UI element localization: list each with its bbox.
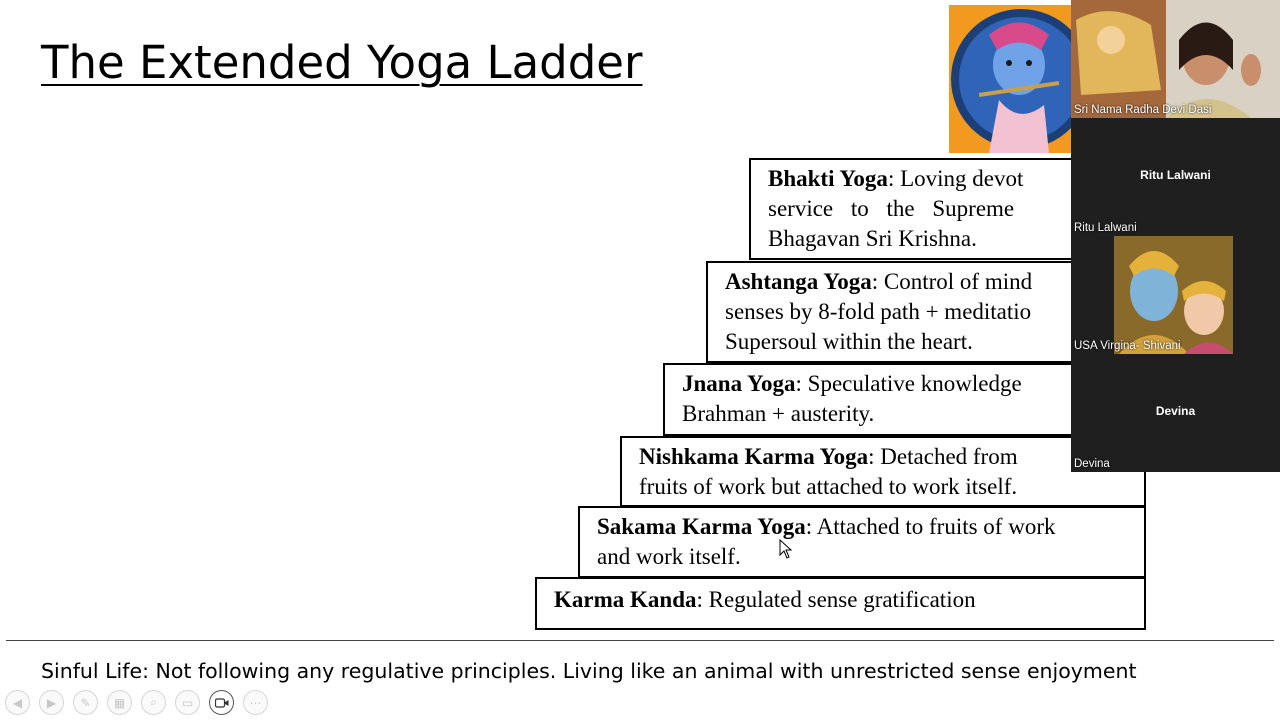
presentation-toolbar	[5, 690, 268, 714]
pen-icon[interactable]: ✎	[73, 690, 98, 715]
step-name: Sakama Karma Yoga	[597, 514, 806, 539]
step-text: Brahman + austerity.	[682, 401, 875, 426]
participant-video-panel	[1071, 0, 1280, 472]
step-text: : Regulated sense gratification	[696, 587, 976, 612]
participant-tile[interactable]	[1071, 118, 1280, 236]
slide-title: The Extended Yoga Ladder	[41, 36, 643, 89]
participant-name-label: Ritu Lalwani	[1074, 222, 1137, 234]
step-text: service to the Supreme	[768, 196, 1015, 221]
ladder-step-bhakti-yoga	[749, 158, 1089, 260]
step-text: and work itself.	[597, 544, 741, 569]
participant-tile[interactable]	[1071, 0, 1280, 118]
mouse-cursor-icon	[779, 539, 793, 559]
ladder-step-sakama-karma-yoga	[578, 506, 1146, 578]
divider-line	[6, 640, 1274, 641]
step-name: Nishkama Karma Yoga	[639, 444, 869, 469]
participant-tile[interactable]	[1071, 354, 1280, 472]
participant-name-label: USA Virgina- Shivani	[1074, 340, 1181, 352]
step-text: Supersoul within the heart.	[725, 329, 973, 354]
participant-name-label: Devina	[1074, 458, 1110, 470]
next-slide-icon[interactable]: ▶	[39, 690, 64, 715]
step-text: : Detached from	[868, 444, 1018, 469]
step-text: : Loving devot	[887, 166, 1024, 191]
step-text: : Speculative knowledge	[795, 371, 1022, 396]
step-name: Karma Kanda	[554, 587, 697, 612]
step-name: Jnana Yoga	[682, 371, 796, 396]
footer-text: Sinful Life: Not following any regulative principles. Living like an animal with unrestricted sense enjoyment	[41, 659, 1137, 683]
prev-slide-icon[interactable]: ◀	[5, 690, 30, 715]
step-name: Ashtanga Yoga	[725, 269, 872, 294]
participant-center-name: Devina	[1155, 404, 1196, 418]
step-text: fruits of work but attached to work itself.	[639, 474, 1018, 499]
ladder-step-karma-kanda	[535, 577, 1146, 630]
zoom-icon[interactable]: ⌕	[141, 690, 166, 715]
camera-icon[interactable]	[209, 690, 234, 715]
slides-icon[interactable]: ▦	[107, 690, 132, 715]
participant-center-name: Ritu Lalwani	[1140, 168, 1211, 182]
step-text: senses by 8-fold path + meditatio	[725, 299, 1032, 324]
ladder-step-nishkama-karma-yoga	[620, 436, 1146, 507]
participant-tile[interactable]	[1071, 236, 1280, 354]
more-icon[interactable]: ⋯	[243, 690, 268, 715]
participant-name-label: Sri Nama Radha Devi Dasi	[1074, 104, 1212, 116]
krishna-image	[949, 5, 1071, 153]
participant-avatar	[1114, 236, 1233, 354]
step-name: Bhakti Yoga	[768, 166, 888, 191]
ladder-step-ashtanga-yoga	[706, 261, 1086, 363]
subtitles-icon[interactable]: ▭	[175, 690, 200, 715]
step-text: : Attached to fruits of work	[805, 514, 1056, 539]
step-text: Bhagavan Sri Krishna.	[768, 226, 977, 251]
participant-video	[1071, 0, 1280, 118]
step-text: : Control of mind	[871, 269, 1033, 294]
ladder-step-jnana-yoga	[663, 363, 1083, 436]
